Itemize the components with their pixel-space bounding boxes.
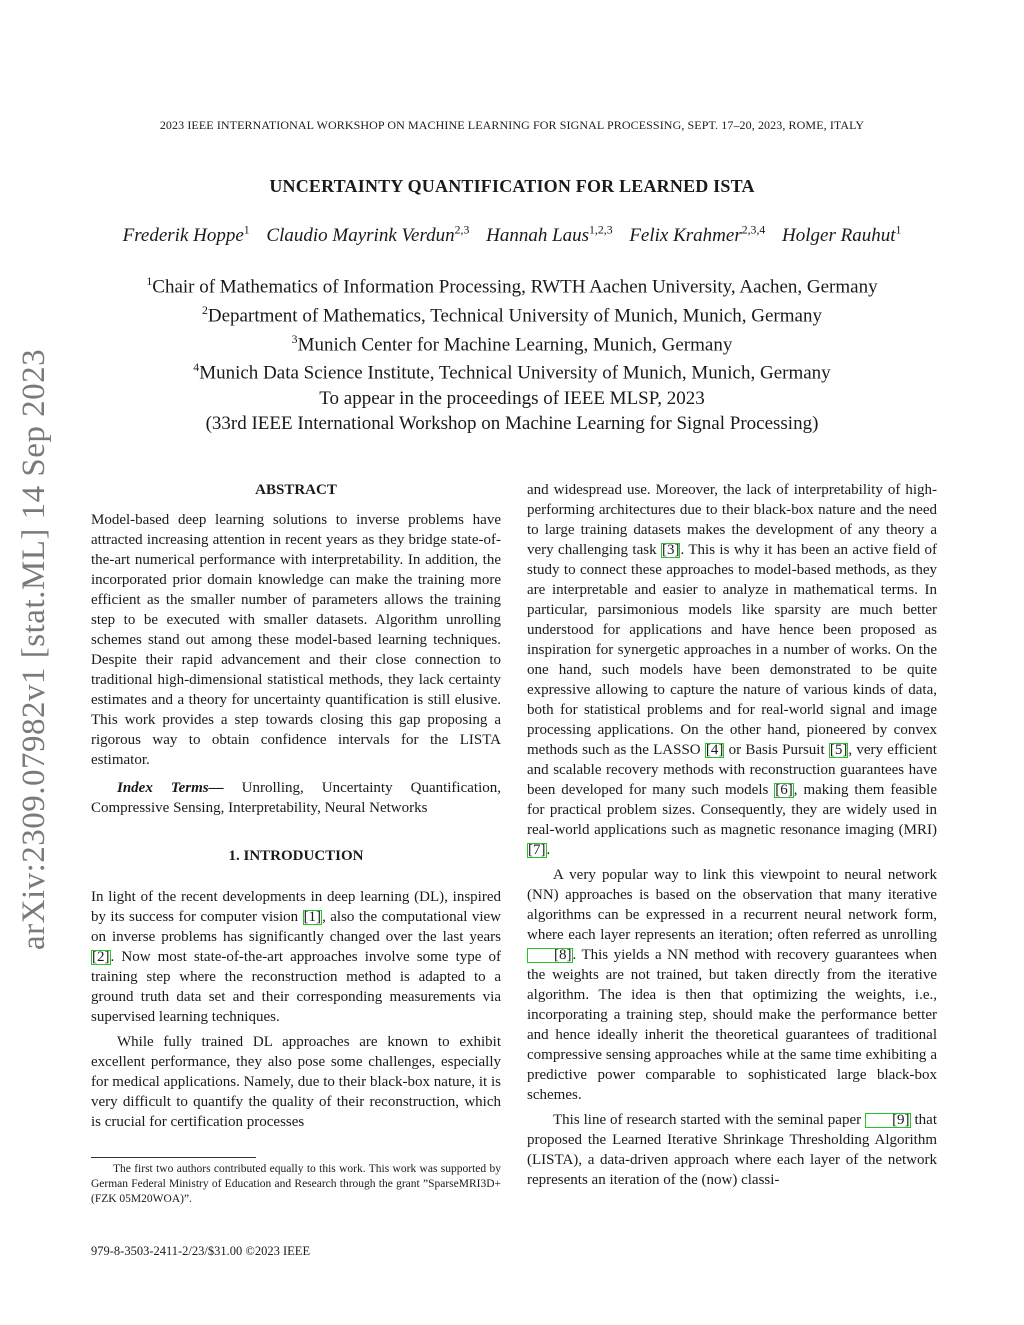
citation-link[interactable]: [4] bbox=[705, 742, 724, 758]
footnote-rule bbox=[91, 1157, 256, 1158]
author-list bbox=[0, 224, 1024, 247]
abstract-heading: ABSTRACT bbox=[255, 482, 337, 498]
citation-link[interactable]: [6] bbox=[775, 782, 793, 798]
abstract-text: Model-based deep learning solutions to inverse problems have attracted increasing attention in recent years as they bridge state-of-the-art numerical performance with interpretability. In addition, the incorporated prior domain knowledge can make the training more efficient as the smaller number of parameters allows the training step to be executed with smaller datasets. Algorithm unrolling schemes stand out among these model-based learning techniques. Despite their rapid advancement and their close connection to traditional high-dimensional statistical methods, they lack certainty estimates and a theory for uncertainty quantification is still elusive. This work provides a step towards closing this gap proposing a rigorous way to obtain confidence intervals for the LISTA estimator. bbox=[91, 512, 501, 768]
author: Holger Rauhut$^1$ bbox=[782, 224, 902, 247]
citation-link[interactable]: [9] bbox=[865, 1113, 911, 1128]
citation-link[interactable]: [1] bbox=[303, 909, 322, 925]
affiliation-list bbox=[0, 270, 1024, 385]
intro-heading: 1. INTRODUCTION bbox=[228, 848, 364, 864]
affiliation: $^3$Munich Center for Machine Learning, Munich, Germany bbox=[291, 332, 733, 355]
arxiv-stamp: arXiv:2309.07982v1 [stat.ML] 14 Sep 2023 bbox=[16, 348, 52, 950]
citation-link[interactable]: [7] bbox=[528, 842, 546, 858]
affiliation: $^1$Chair of Mathematics of Information Processing, RWTH Aachen University, Aachen, Germany bbox=[146, 275, 878, 298]
author: Hannah Laus$^{1,2,3}$ bbox=[486, 224, 613, 247]
citation-link[interactable]: [3] bbox=[661, 542, 680, 558]
affiliation: $^4$Munich Data Science Institute, Technical University of Munich, Munich, Germany bbox=[193, 361, 831, 384]
isbn-copyright: 979-8-3503-2411-2/23/$31.00 ©2023 IEEE bbox=[91, 1244, 311, 1258]
intro-paragraph: In light of the recent developments in deep learning (DL), inspired by its success for computer vision [1], also the computational view on inverse problems has significantly changed over the last years [2]. Now most state-of-the-art approaches involve some type of training step where the reconstruction method is adapted to a ground truth data set and their corresponding measurements via supervised learning techniques. bbox=[91, 889, 501, 1025]
body-paragraph: A very popular way to link this viewpoint to neural network (NN) approaches is based on the observation that many iterative algorithms can be expressed in a recurrent neural network form, where each layer represents an iteration; often referred as unrolling [8]. This yields a NN method with recovery guarantees when the weights are not trained, but taken directly from the iterative algorithm. The idea is then that optimizing the weights, i.e., incorporating a training step, should make the performance better and hence ideally inherit the theoretical guarantees of traditional compressive sensing approaches while at the same time exhibiting a predictive power comparable to sophisticated large black-box schemes. bbox=[527, 867, 937, 1103]
left-column bbox=[91, 480, 501, 1132]
author: Felix Krahmer$^{2,3,4}$ bbox=[629, 224, 766, 247]
venue-header: 2023 IEEE INTERNATIONAL WORKSHOP ON MACHINE LEARNING FOR SIGNAL PROCESSING, SEPT. 17–20, 2023, ROME, ITALY bbox=[159, 118, 865, 132]
intro-paragraph: While fully trained DL approaches are known to exhibit excellent performance, they also pose some challenges, especially for medical applications. Namely, due to their black-box nature, it is very difficult to quantify the quality of their reconstruction, which is crucial for certification processes bbox=[91, 1034, 501, 1130]
citation-link[interactable]: [8] bbox=[527, 948, 573, 963]
author: Claudio Mayrink Verdun$^{2,3}$ bbox=[266, 224, 470, 247]
footnote: The first two authors contributed equally to this work. This work was supported by German Federal Ministry of Education and Research through the grant ”SparseMRI3D+ (FZK 05M20WOA)”. bbox=[91, 1163, 501, 1205]
publication-note: To appear in the proceedings of IEEE MLSP, 2023 (33rd IEEE International Workshop on Machine Learning for Signal Processing) bbox=[205, 388, 819, 434]
author: Frederik Hoppe$^1$ bbox=[122, 224, 250, 247]
index-terms: Index Terms— Unrolling, Uncertainty Quantification, Compressive Sensing, Interpretability, Neural Networks bbox=[91, 780, 501, 816]
affiliation: $^2$Department of Mathematics, Technical University of Munich, Munich, Germany bbox=[202, 303, 822, 327]
paper-title: UNCERTAINTY QUANTIFICATION FOR LEARNED ISTA bbox=[269, 176, 755, 196]
body-paragraph: and widespread use. Moreover, the lack of interpretability of high-performing architectures due to their black-box nature and the need to large training datasets makes the development of any theory a very challenging task [3]. This is why it has been an active field of study to connect these approaches to model-based methods, as they are interpretable and easier to analyze in mathematical terms. In particular, parsimonious models like sparsity are much better understood for applications and have hence been proposed as inspiration for synergetic approaches in a number of works. On the one hand, such models have been demonstrated to be quite expressive allowing to capture the nature of various kinds of data, both for statistical problems and for real-world signal and image processing applications. On the other hand, pioneered by convex methods such as the LASSO [4] or Basis Pursuit [5], very efficient and scalable recovery methods with reconstruction guarantees have been developed for many such models [6], making them feasible for practical problem sizes. Consequently, they are widely used in real-world applications such as magnetic resonance imaging (MRI) [7]. bbox=[527, 482, 938, 858]
right-column bbox=[527, 480, 937, 1190]
citation-link[interactable]: [5] bbox=[829, 742, 848, 758]
body-paragraph: This line of research started with the seminal paper [9] that proposed the Learned Iterative Shrinkage Thresholding Algorithm (LISTA), a data-driven approach where each layer of the network represents an iteration of the (now) classi- bbox=[527, 1112, 937, 1188]
citation-link[interactable]: [2] bbox=[92, 949, 110, 965]
